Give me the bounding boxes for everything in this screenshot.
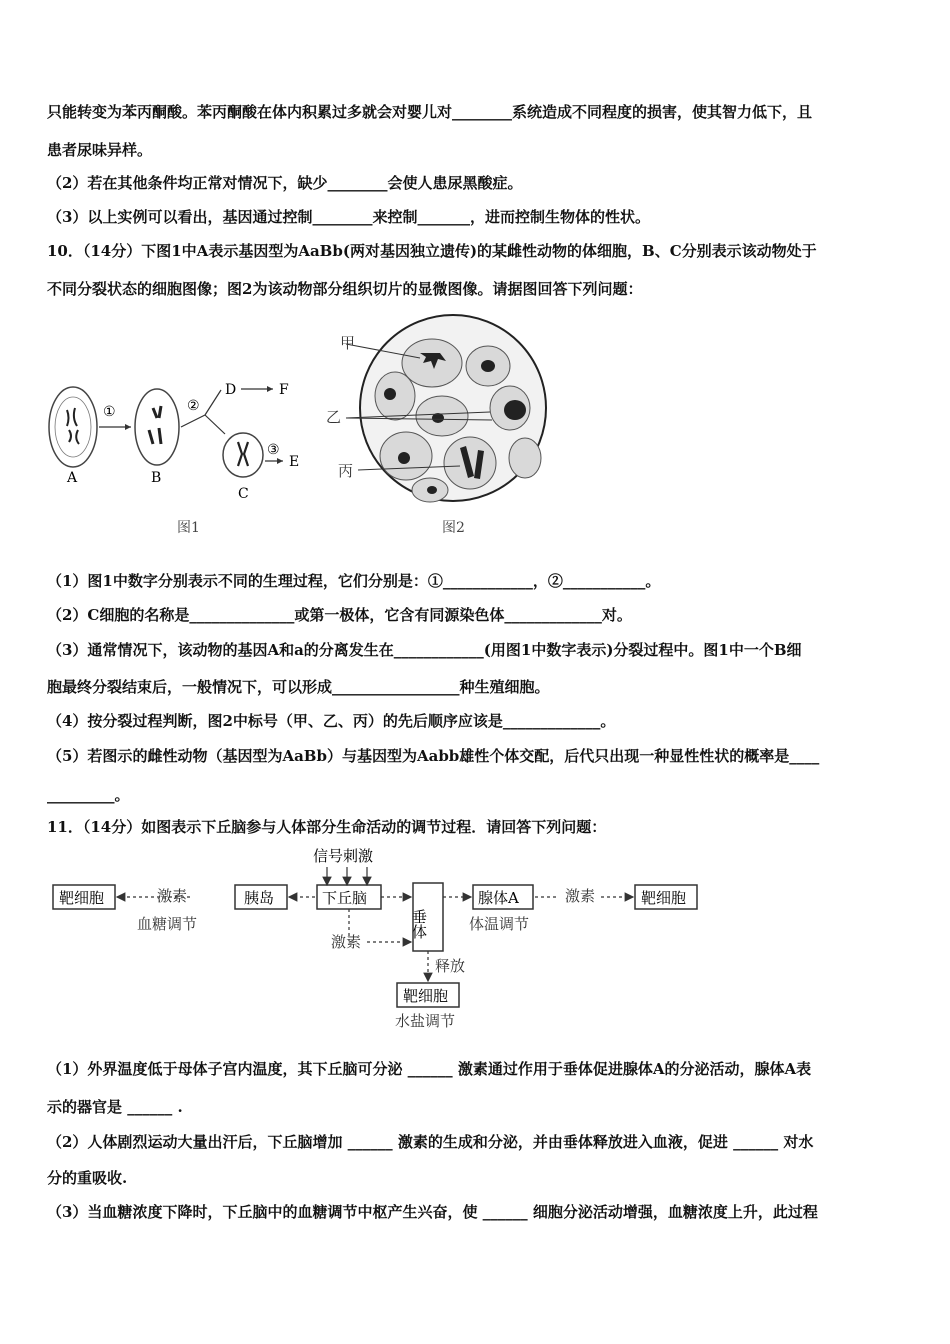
q10-sub-3-line-2: 胞最终分裂结束后，一般情况下，可以形成_________________种生殖细胞。 — [47, 678, 550, 696]
step-2-label: ② — [187, 398, 200, 414]
target-cell-left: 靶细胞 — [59, 889, 105, 907]
q11-sub-2-line-1: （2）人体剧烈运动大量出汗后，下丘脑增加 ______ 激素的生成和分泌，并由垂体释放进入血液，促进 ______ 对水 — [47, 1133, 814, 1151]
q11-sub-1-line-2: 示的器官是 ______ . — [47, 1098, 183, 1116]
body-temp-label: 体温调节 — [469, 915, 530, 933]
signal-label: 信号刺激 — [313, 847, 374, 865]
q11-sub-2-line-2: 分的重吸收. — [47, 1169, 128, 1187]
step-3-label: ③ — [267, 442, 280, 458]
cell-b — [135, 389, 179, 465]
q10-sub-4: （4）按分裂过程判断，图2中标号（甲、乙、丙）的先后顺序应该是_____________。 — [47, 712, 616, 730]
figure-1-caption: 图1 — [177, 520, 200, 536]
hormone-right: 激素 — [565, 887, 596, 905]
figure-2 — [320, 308, 560, 540]
question-10-line-1: 10．（14分）下图1中A表示基因型为AaBb(两对基因独立遗传)的某雌性动物的体细胞，B、C分别表示该动物处于 — [47, 242, 817, 260]
cell-b-label: B — [151, 470, 162, 486]
hormone-left: 激素 — [157, 887, 188, 905]
figure-1 — [45, 370, 315, 540]
text-line-3: （2）若在其他条件均正常对情况下，缺少________会使人患尿黑酸症。 — [47, 174, 523, 192]
release-label: 释放 — [435, 957, 466, 975]
q10-sub-5-line-1: （5）若图示的雌性动物（基因型为AaBb）与基因型为Aabb雄性个体交配，后代只出现一种显性性状的概率是____ — [47, 747, 820, 765]
hypothalamus-diagram — [45, 843, 725, 1035]
cell-c — [223, 433, 263, 477]
target-cell-right: 靶细胞 — [641, 889, 687, 907]
q10-sub-3-line-1: （3）通常情况下，该动物的基因A和a的分离发生在____________(用图1中数字表示)分裂过程中。图1中一个B细 — [47, 641, 802, 659]
q10-sub-5-line-2: _________。 — [47, 786, 130, 804]
islet-label: 胰岛 — [244, 889, 275, 907]
pituitary-label-1: 垂体 — [410, 909, 428, 939]
question-11-line: 11．（14分）如图表示下丘脑参与人体部分生命活动的调节过程．请回答下列问题： — [47, 818, 607, 836]
label-jia: 甲 — [340, 334, 356, 352]
step-1-label: ① — [103, 404, 116, 420]
q10-sub-2: （2）C细胞的名称是______________或第一极体，它含有同源染色体_____________对。 — [47, 606, 632, 624]
text-line-4: （3）以上实例可以看出，基因通过控制________来控制_______，进而控制生物体的性状。 — [47, 208, 650, 226]
label-yi: 乙 — [326, 408, 342, 426]
out-d-label: D — [225, 382, 237, 398]
out-f-label: F — [279, 382, 289, 398]
figure-2-caption: 图2 — [442, 520, 465, 536]
text-line-2: 患者尿味异样。 — [47, 141, 153, 159]
q11-sub-1-line-1: （1）外界温度低于母体子宫内温度，其下丘脑可分泌 ______ 激素通过作用于垂体促进腺体A的分泌活动，腺体A表 — [47, 1060, 812, 1078]
q10-sub-1: （1）图1中数字分别表示不同的生理过程，它们分别是：①____________，②___________。 — [47, 572, 661, 590]
water-salt-label: 水盐调节 — [395, 1012, 456, 1030]
blood-sugar-label: 血糖调节 — [137, 915, 198, 933]
text-line-1: 只能转变为苯丙酮酸。苯丙酮酸在体内积累过多就会对婴儿对________系统造成不同程度的损害，使其智力低下，且 — [47, 103, 813, 121]
cell-a-label: A — [67, 470, 78, 486]
cell-a — [49, 387, 97, 467]
label-bing: 丙 — [338, 462, 354, 480]
out-e-label: E — [289, 454, 300, 470]
q11-sub-3-line-1: （3）当血糖浓度下降时，下丘脑中的血糖调节中枢产生兴奋，使 ______ 细胞分泌活动增强，血糖浓度上升，此过程 — [47, 1203, 818, 1221]
cell-c-label: C — [238, 486, 249, 502]
gland-a-label: 腺体A — [478, 889, 519, 907]
hypothalamus-label: 下丘脑 — [322, 889, 368, 907]
hormone-down: 激素 — [331, 933, 362, 951]
question-10-line-2: 不同分裂状态的细胞图像；图2为该动物部分组织切片的显微图像。请据图回答下列问题： — [47, 280, 643, 298]
target-cell-bottom: 靶细胞 — [403, 987, 449, 1005]
